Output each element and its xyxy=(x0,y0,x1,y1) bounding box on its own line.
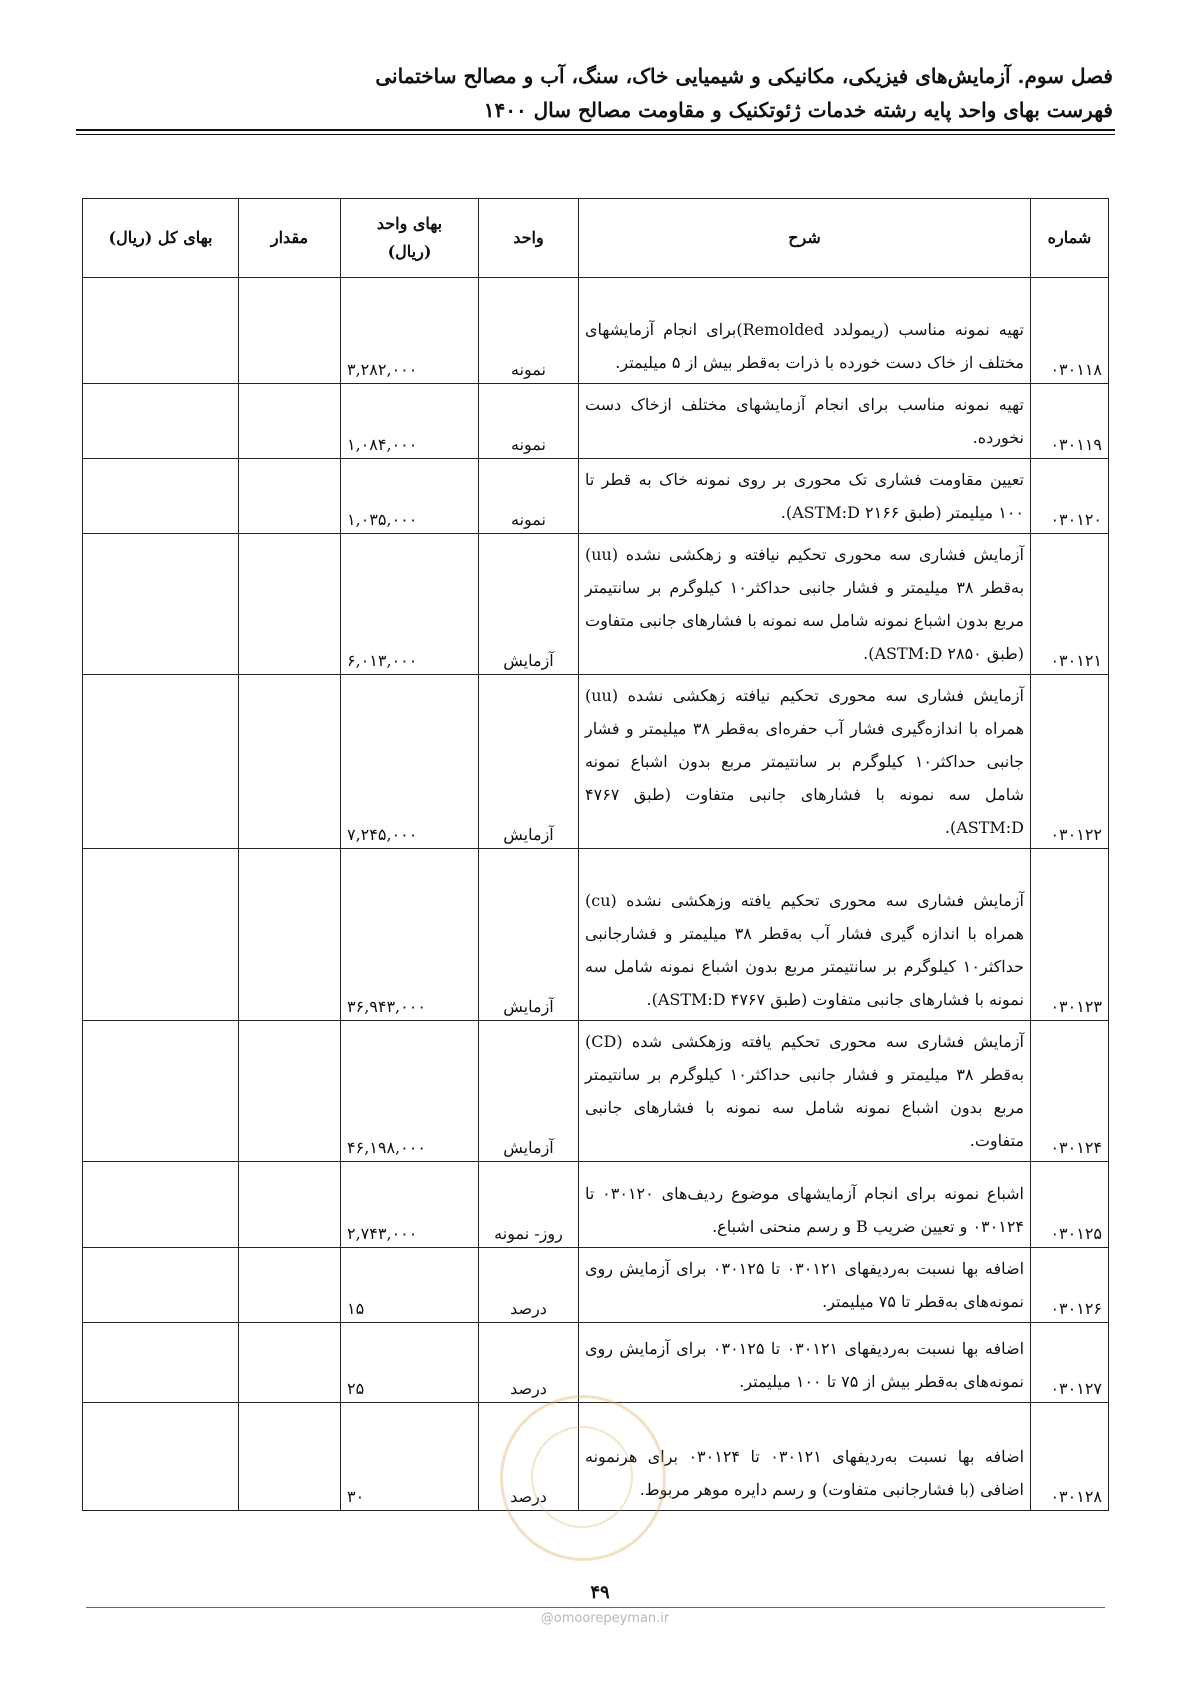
row-description: تهیه نمونه مناسب برای انجام آزمایشهای مختلف ازخاک دست نخورده. xyxy=(579,384,1031,459)
row-description: اضافه بها نسبت به‌ردیفهای ۰۳۰۱۲۱ تا ۰۳۰۱۲۵ برای آزمایش روی نمونه‌های به‌قطر بیش از ۷۵ تا ۱۰۰ میلیمتر. xyxy=(579,1323,1031,1403)
row-unit-price: ۳۰ xyxy=(341,1403,479,1511)
row-number: ۰۳۰۱۲۴ xyxy=(1031,1021,1109,1162)
row-unit: آزمایش xyxy=(479,1021,579,1162)
row-unit-price: ۲۵ xyxy=(341,1323,479,1403)
row-total xyxy=(83,534,239,675)
row-total xyxy=(83,1248,239,1323)
header-unit-price xyxy=(341,199,479,278)
table-row xyxy=(83,1323,1109,1403)
table-header-row xyxy=(83,199,1109,278)
header-description: شرح xyxy=(579,199,1031,278)
header-unit: واحد xyxy=(479,199,579,278)
row-number: ۰۳۰۱۲۵ xyxy=(1031,1162,1109,1248)
row-description: آزمایش فشاری سه محوری تحکیم یافته وزهکشی نشده (cu) همراه با اندازه گیری فشار آب به‌قطر ۳۸ میلیمتر و فشارجانبی حداکثر۱۰ کیلوگرم بر سانتیمتر مربع بدون اشباع نمونه شامل سه نمونه با فشارهای جانبی متفاوت (طبق ۴۷۶۷ ASTM:D). xyxy=(579,849,1031,1021)
row-unit-price: ۱,۰۸۴,۰۰۰ xyxy=(341,384,479,459)
table-row xyxy=(83,1248,1109,1323)
header-quantity: مقدار xyxy=(239,199,341,278)
row-unit: آزمایش xyxy=(479,849,579,1021)
row-number: ۰۳۰۱۱۹ xyxy=(1031,384,1109,459)
row-number: ۰۳۰۱۲۸ xyxy=(1031,1403,1109,1511)
header-rule-thick xyxy=(76,129,1115,131)
row-quantity xyxy=(239,1403,341,1511)
header-number: شماره xyxy=(1031,199,1109,278)
row-total xyxy=(83,384,239,459)
row-quantity xyxy=(239,278,341,384)
row-number: ۰۳۰۱۲۶ xyxy=(1031,1248,1109,1323)
table-row xyxy=(83,1021,1109,1162)
row-total xyxy=(83,1021,239,1162)
row-unit-price: ۲,۷۴۳,۰۰۰ xyxy=(341,1162,479,1248)
row-unit-price: ۳۶,۹۴۳,۰۰۰ xyxy=(341,849,479,1021)
row-total xyxy=(83,278,239,384)
row-unit: درصد xyxy=(479,1248,579,1323)
row-unit-price: ۶,۰۱۳,۰۰۰ xyxy=(341,534,479,675)
row-quantity xyxy=(239,675,341,849)
row-number: ۰۳۰۱۲۳ xyxy=(1031,849,1109,1021)
row-description: تعیین مقاومت فشاری تک محوری بر روی نمونه خاک به قطر تا ۱۰۰ میلیمتر (طبق ۲۱۶۶ ASTM:D). xyxy=(579,459,1031,534)
table-row xyxy=(83,849,1109,1021)
header-total: بهای کل (ریال) xyxy=(83,199,239,278)
table-row xyxy=(83,675,1109,849)
row-unit: آزمایش xyxy=(479,675,579,849)
row-quantity xyxy=(239,849,341,1021)
row-description: آزمایش فشاری سه محوری تحکیم یافته وزهکشی شده (CD) به‌قطر ۳۸ میلیمتر و فشار جانبی حداکثر۱۰ کیلوگرم بر سانتیمتر مربع بدون اشباع نمونه شامل سه نمونه با فشارهای جانبی متفاوت. xyxy=(579,1021,1031,1162)
row-unit-price: ۱,۰۳۵,۰۰۰ xyxy=(341,459,479,534)
row-unit: درصد xyxy=(479,1323,579,1403)
watermark-seal xyxy=(500,1395,666,1561)
row-number: ۰۳۰۱۲۲ xyxy=(1031,675,1109,849)
table-row xyxy=(83,534,1109,675)
row-total xyxy=(83,849,239,1021)
row-quantity xyxy=(239,534,341,675)
table-row xyxy=(83,459,1109,534)
row-total xyxy=(83,675,239,849)
row-description: تهیه نمونه مناسب (ریمولدد Remolded)برای انجام آزمایشهای مختلف از خاک دست خورده با ذرات به‌قطر بیش از ۵ میلیمتر. xyxy=(579,278,1031,384)
row-description: اشباع نمونه برای انجام آزمایشهای موضوع ردیف‌های ۰۳۰۱۲۰ تا ۰۳۰۱۲۴ و تعیین ضریب B و رسم منحنی اشباع. xyxy=(579,1162,1031,1248)
table-row xyxy=(83,1162,1109,1248)
row-description: اضافه بها نسبت به‌ردیفهای ۰۳۰۱۲۱ تا ۰۳۰۱۲۴ برای هرنمونه اضافی (با فشارجانبی متفاوت) و رسم دایره موهر مربوط. xyxy=(579,1403,1031,1511)
chapter-title: فصل سوم. آزمایش‌های فیزیکی، مکانیکی و شیمیایی خاک، سنگ، آب و مصالح ساختمانی xyxy=(375,64,1113,88)
table-row xyxy=(83,384,1109,459)
row-quantity xyxy=(239,1162,341,1248)
header-rule-thin xyxy=(76,134,1115,135)
row-number: ۰۳۰۱۲۱ xyxy=(1031,534,1109,675)
row-number: ۰۳۰۱۲۰ xyxy=(1031,459,1109,534)
row-unit-price: ۳,۲۸۲,۰۰۰ xyxy=(341,278,479,384)
row-total xyxy=(83,1162,239,1248)
header-unit-price-line2: (ریال) xyxy=(387,242,432,261)
page-header xyxy=(78,58,1113,126)
row-unit: نمونه xyxy=(479,384,579,459)
footer-rule xyxy=(86,1607,1105,1608)
row-number: ۰۳۰۱۲۷ xyxy=(1031,1323,1109,1403)
row-unit-price: ۴۶,۱۹۸,۰۰۰ xyxy=(341,1021,479,1162)
row-description: آزمایش فشاری سه محوری تحکیم نیافته زهکشی نشده (uu) همراه با اندازه‌گیری فشار آب حفره‌ای به‌قطر ۳۸ میلیمتر و فشار جانبی حداکثر۱۰ کیلوگرم بر سانتیمتر مربع بدون اشباع نمونه شامل سه نمونه با فشارهای جانبی متفاوت (طبق ۴۷۶۷ ASTM:D). xyxy=(579,675,1031,849)
document-title: فهرست بهای واحد پایه رشته خدمات ژئوتکنیک و مقاومت مصالح سال ۱۴۰۰ xyxy=(483,98,1113,122)
row-unit: روز- نمونه xyxy=(479,1162,579,1248)
price-table xyxy=(82,198,1109,1511)
row-quantity xyxy=(239,1021,341,1162)
row-quantity xyxy=(239,1323,341,1403)
table-row xyxy=(83,278,1109,384)
website-watermark: @omoorepeyman.ir xyxy=(540,1611,670,1626)
row-unit-price: ۱۵ xyxy=(341,1248,479,1323)
row-description: اضافه بها نسبت به‌ردیفهای ۰۳۰۱۲۱ تا ۰۳۰۱۲۵ برای آزمایش روی نمونه‌های به‌قطر تا ۷۵ میلیمتر. xyxy=(579,1248,1031,1323)
page-number: ۴۹ xyxy=(590,1582,610,1603)
row-quantity xyxy=(239,459,341,534)
watermark-seal-inner xyxy=(531,1426,633,1528)
row-total xyxy=(83,1323,239,1403)
row-unit: درصد xyxy=(479,1403,579,1511)
row-quantity xyxy=(239,1248,341,1323)
row-total xyxy=(83,459,239,534)
row-unit: نمونه xyxy=(479,278,579,384)
row-description: آزمایش فشاری سه محوری تحکیم نیافته و زهکشی نشده (uu) به‌قطر ۳۸ میلیمتر و فشار جانبی حداکثر۱۰ کیلوگرم بر سانتیمتر مربع بدون اشباع نمونه شامل سه نمونه با فشارهای جانبی متفاوت (طبق ۲۸۵۰ ASTM:D). xyxy=(579,534,1031,675)
row-number: ۰۳۰۱۱۸ xyxy=(1031,278,1109,384)
row-unit: آزمایش xyxy=(479,534,579,675)
row-unit-price: ۷,۲۴۵,۰۰۰ xyxy=(341,675,479,849)
header-unit-price-line1: بهای واحد xyxy=(376,214,443,233)
row-quantity xyxy=(239,384,341,459)
row-unit: نمونه xyxy=(479,459,579,534)
row-total xyxy=(83,1403,239,1511)
